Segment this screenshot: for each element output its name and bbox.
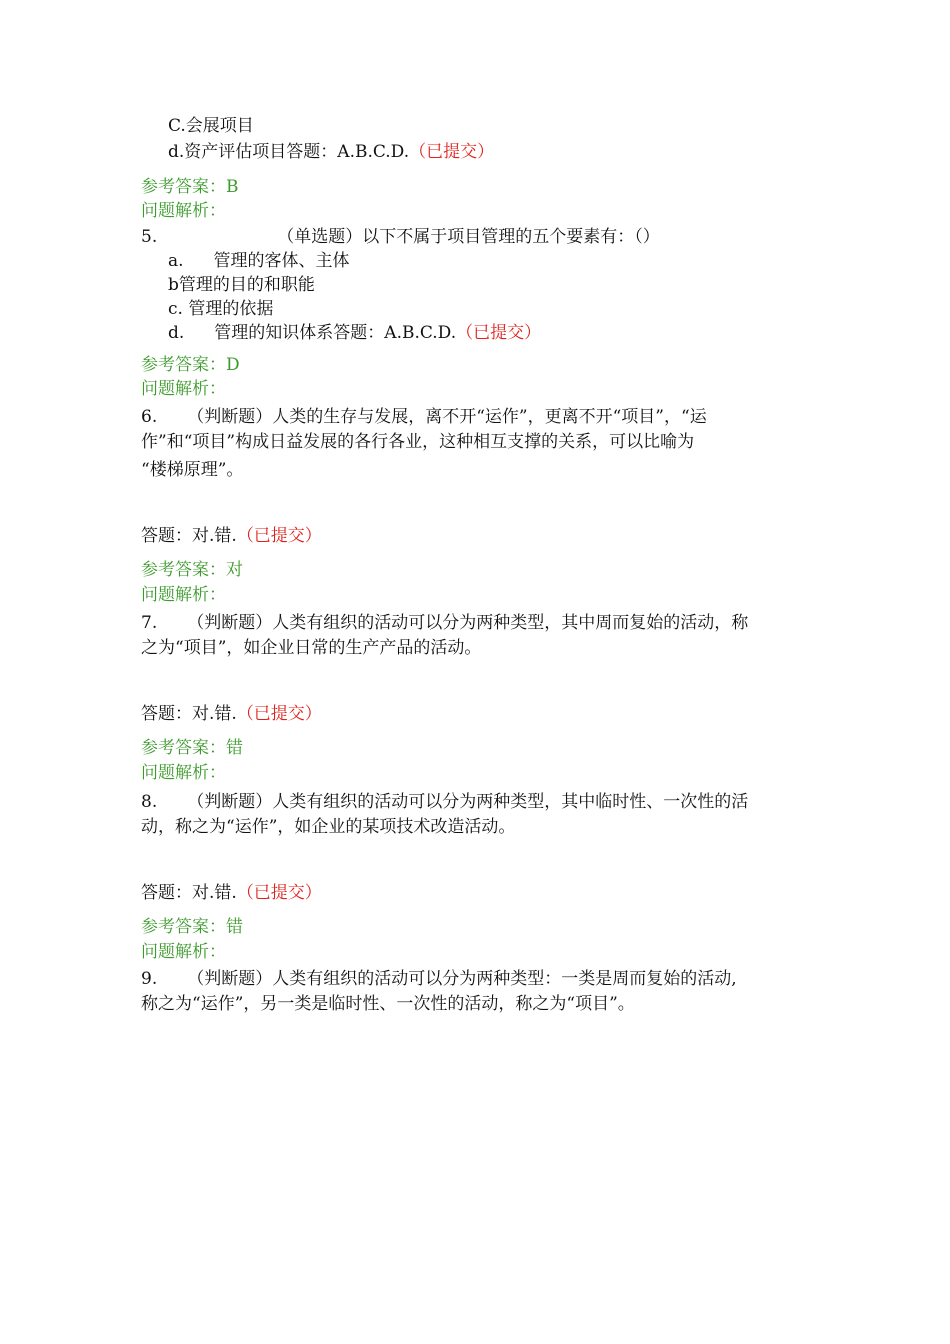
q5-option-b: b管理的目的和职能 (168, 275, 315, 295)
submitted-label: （已提交） (236, 704, 322, 724)
q8-stem-line2: 动，称之为“运作”，如企业的某项技术改造活动。 (141, 817, 516, 837)
q8-answer: 答题：对.错.（已提交） (141, 883, 322, 903)
q5-stem: 5. （单选题）以下不属于项目管理的五个要素有：（） (141, 227, 660, 247)
q8-stem-line1: 8. （判断题）人类有组织的活动可以分为两种类型，其中临时性、一次性的活 (141, 792, 749, 812)
submitted-label: （已提交） (456, 323, 542, 343)
q7-answer: 答题：对.错.（已提交） (141, 704, 322, 724)
q8-reference-answer: 参考答案：错 (141, 917, 243, 937)
q4-reference-answer: 参考答案：B (141, 177, 239, 197)
q6-stem-line2: 作”和“项目”构成日益发展的各行各业，这种相互支撑的关系，可以比喻为 (141, 432, 695, 452)
submitted-label: （已提交） (236, 526, 322, 546)
q5-analysis-label: 问题解析： (141, 379, 226, 399)
q4-option-c: C.会展项目 (168, 116, 254, 136)
q4-option-d: d.资产评估项目答题：A.B.C.D.（已提交） (168, 142, 495, 162)
q6-stem-line1: 6. （判断题）人类的生存与发展，离不开“运作”，更离不开“项目”，“运 (141, 407, 707, 427)
q7-stem-line2: 之为“项目”，如企业日常的生产产品的活动。 (141, 638, 482, 658)
submitted-label: （已提交） (409, 142, 495, 162)
submitted-label: （已提交） (236, 883, 322, 903)
q6-stem-line3: “楼梯原理”。 (141, 460, 244, 480)
q9-stem-line2: 称之为“运作”，另一类是临时性、一次性的活动，称之为“项目”。 (141, 994, 635, 1014)
q8-analysis-label: 问题解析： (141, 942, 226, 962)
q5-option-c: c. 管理的依据 (168, 299, 274, 319)
q6-reference-answer: 参考答案：对 (141, 560, 243, 580)
q6-answer: 答题：对.错.（已提交） (141, 526, 322, 546)
q5-reference-answer: 参考答案：D (141, 355, 240, 375)
q6-analysis-label: 问题解析： (141, 585, 226, 605)
q4-analysis-label: 问题解析： (141, 201, 226, 221)
q7-analysis-label: 问题解析： (141, 763, 226, 783)
q9-stem-line1: 9. （判断题）人类有组织的活动可以分为两种类型：一类是周而复始的活动, (141, 969, 737, 989)
q5-option-d: d. 管理的知识体系答题：A.B.C.D.（已提交） (168, 323, 542, 343)
q5-option-a: a. 管理的客体、主体 (168, 251, 350, 271)
q7-stem-line1: 7. （判断题）人类有组织的活动可以分为两种类型，其中周而复始的活动，称 (141, 613, 749, 633)
q7-reference-answer: 参考答案：错 (141, 738, 243, 758)
